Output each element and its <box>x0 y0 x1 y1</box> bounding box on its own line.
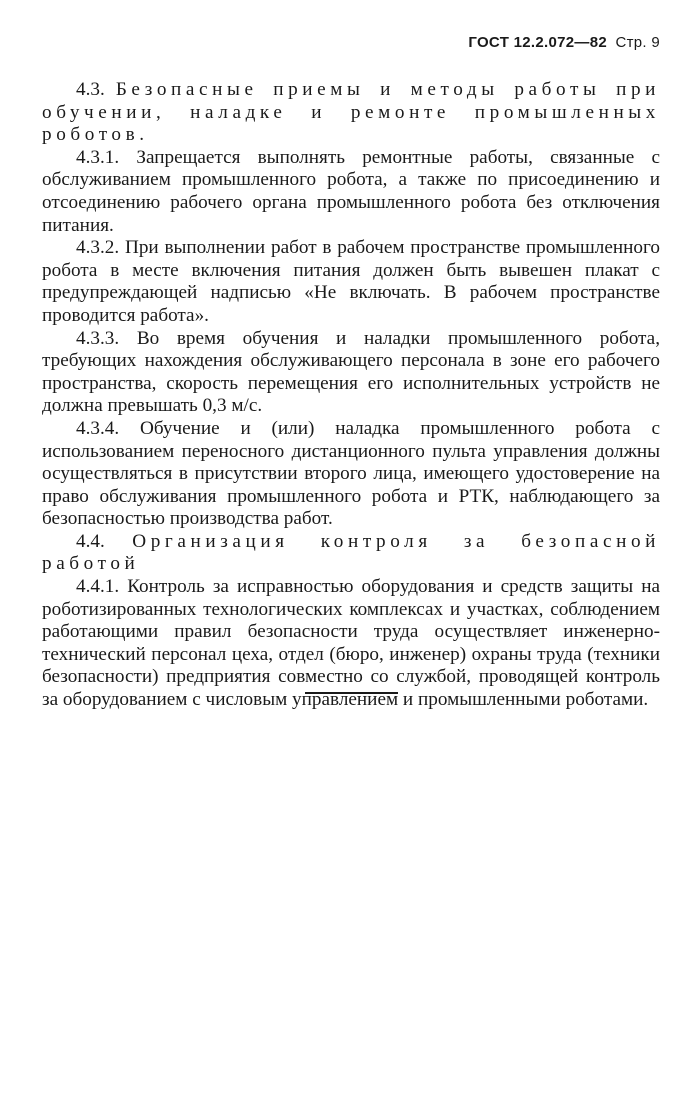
paragraph-4-3-4: 4.3.4. Обучение и (или) наладка промышленного робота с использованием переносного дистанционного пульта управления должны осуществляться в присутствии второго лица, имеющего удостоверение на право обслуживания промышленного робота и РТК, наблюдающего за безопасностью производства работ. <box>42 417 660 530</box>
paragraph-4-4-1: 4.4.1. Контроль за исправностью оборудования и средств защиты на роботизированных технологических комплексах и участках, соблюдением работающими правил безопасности труда осуществляет инженерно-технический персонал цеха, отдел (бюро, инженер) охраны труда (техники безопасности) предприятия совместно со службой, проводящей контроль за оборудованием с числовым управлением и промышленными роботами. <box>42 576 660 711</box>
section-number: 4.3. <box>76 79 116 100</box>
paragraph-4-3-2: 4.3.2. При выполнении работ в рабочем пространстве промышленного робота в месте включения питания должен быть вывешен плакат с предупреждающей надписью «Не включать. В рабочем пространстве проводится работа». <box>42 237 660 326</box>
section-heading-4-3 <box>42 79 660 147</box>
section-number: 4.4. <box>76 530 133 552</box>
document-body <box>42 79 660 712</box>
paragraph-4-3-1: 4.3.1. Запрещается выполнять ремонтные работы, связанные с обслуживанием промышленного робота, а также по присоединению и отсоединению рабочего органа промышленного робота без отключения питания. <box>42 146 660 236</box>
page-number: Стр. 9 <box>615 34 660 51</box>
document-code: ГОСТ 12.2.072—82 <box>468 34 607 51</box>
page-header <box>468 34 660 51</box>
section-heading-4-4 <box>42 531 660 576</box>
section-title: Организация контроля за безопасной работой <box>42 530 660 575</box>
section-title: Безопасные приемы и методы работы при обучении, наладке и ремонте промышленных роботов. <box>42 79 661 146</box>
paragraph-4-3-3: 4.3.3. Во время обучения и наладки промышленного робота, требующих нахождения обслуживающего персонала в зоне его рабочего пространства, скорость перемещения его исполнительных устройств не должна превышать 0,3 м/с. <box>42 327 660 417</box>
end-of-text-rule <box>305 692 398 694</box>
